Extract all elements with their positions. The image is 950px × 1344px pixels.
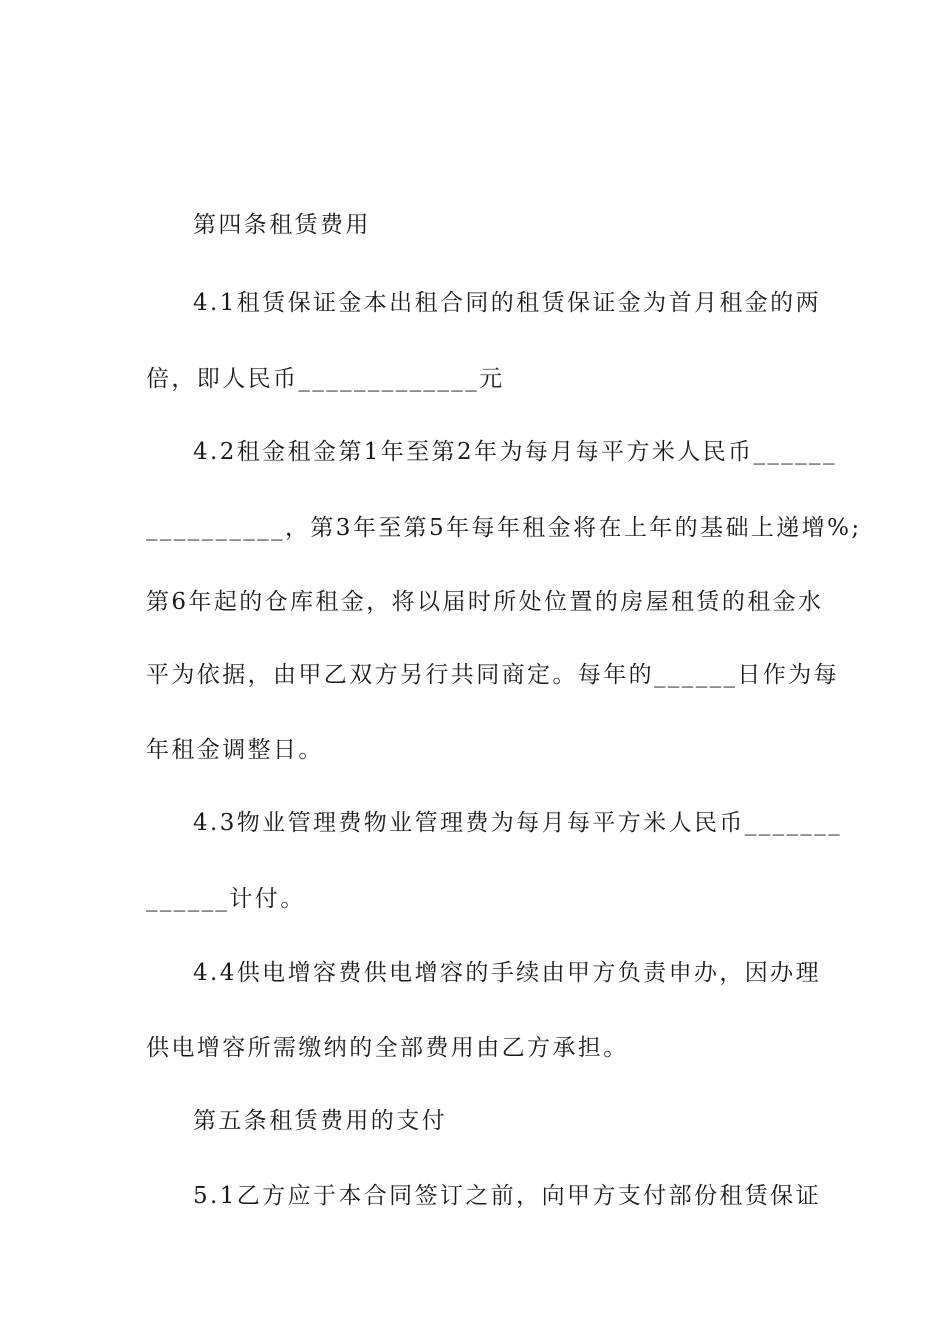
article-5-heading: 第五条租赁费用的支付 bbox=[193, 1108, 447, 1134]
clause-4-2-line-5: 年租金调整日。 bbox=[146, 737, 324, 763]
clause-4-2-line-2: __________，第3年至第5年每年租金将在上年的基础上递增%; bbox=[146, 515, 862, 541]
clause-4-4-line-2: 供电增容所需缴纳的全部费用由乙方承担。 bbox=[146, 1035, 629, 1061]
article-4-heading: 第四条租赁费用 bbox=[193, 212, 371, 238]
clause-4-2-line-3: 第6年起的仓库租金，将以届时所处位置的房屋租赁的租金水 bbox=[146, 589, 824, 615]
clause-4-3-line-2: ______计付。 bbox=[146, 886, 306, 912]
clause-4-2-line-4: 平为依据，由甲乙双方另行共同商定。每年的______日作为每 bbox=[146, 662, 839, 688]
clause-4-1-line-2: 倍，即人民币_____________元 bbox=[146, 366, 505, 392]
clause-4-4-line-1: 4.4供电增容费供电增容的手续由甲方负责申办，因办理 bbox=[193, 960, 821, 986]
clause-5-1-line-1: 5.1乙方应于本合同签订之前，向甲方支付部份租赁保证 bbox=[193, 1183, 821, 1209]
clause-4-2-line-1: 4.2租金租金第1年至第2年为每月每平方米人民币______ bbox=[193, 439, 837, 465]
clause-4-3-line-1: 4.3物业管理费物业管理费为每月每平方米人民币_______ bbox=[193, 810, 843, 836]
clause-4-1-line-1: 4.1租赁保证金本出租合同的租赁保证金为首月租金的两 bbox=[193, 290, 821, 316]
